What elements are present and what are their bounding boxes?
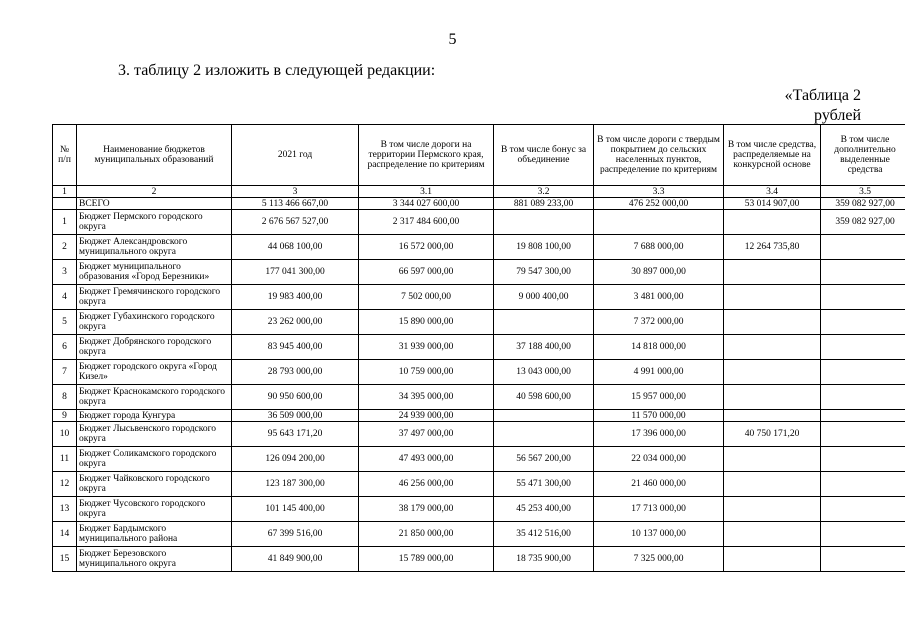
value-3-4 xyxy=(724,360,821,385)
row-name: Бюджет муниципального образования «Город Березники» xyxy=(77,260,232,285)
row-num: 6 xyxy=(53,335,77,360)
row-num: 5 xyxy=(53,310,77,335)
row-num: 2 xyxy=(53,235,77,260)
value-2021: 23 262 000,00 xyxy=(232,310,359,335)
value-3-3: 3 481 000,00 xyxy=(594,285,724,310)
value-3-2: 55 471 300,00 xyxy=(494,472,594,497)
value-3-4 xyxy=(724,447,821,472)
row-name: Бюджет Гремячинского городского округа xyxy=(77,285,232,310)
header-row xyxy=(53,125,905,186)
value-3-3: 17 713 000,00 xyxy=(594,497,724,522)
value-2021: 41 849 900,00 xyxy=(232,547,359,572)
value-3-3: 22 034 000,00 xyxy=(594,447,724,472)
colnum-3-1: 3.1 xyxy=(359,186,494,198)
value-3-3: 11 570 000,00 xyxy=(594,410,724,422)
value-2021: 5 113 466 667,00 xyxy=(232,198,359,210)
value-3-1: 15 789 000,00 xyxy=(359,547,494,572)
value-2021: 36 509 000,00 xyxy=(232,410,359,422)
table-row xyxy=(53,210,905,235)
header-3-3: В том числе дороги с твердым покрытием до сельских населенных пунктов, распределение по критериям xyxy=(594,125,724,186)
row-num: 15 xyxy=(53,547,77,572)
value-3-4: 12 264 735,80 xyxy=(724,235,821,260)
row-name: Бюджет Александровского муниципального округа xyxy=(77,235,232,260)
value-3-4 xyxy=(724,497,821,522)
value-3-1: 47 493 000,00 xyxy=(359,447,494,472)
value-3-3: 7 325 000,00 xyxy=(594,547,724,572)
value-2021: 19 983 400,00 xyxy=(232,285,359,310)
value-2021: 126 094 200,00 xyxy=(232,447,359,472)
value-3-5 xyxy=(821,360,905,385)
row-name: Бюджет Лысьвенского городского округа xyxy=(77,422,232,447)
table-row xyxy=(53,385,905,410)
value-3-5: 359 082 927,00 xyxy=(821,198,905,210)
table-row xyxy=(53,547,905,572)
value-3-3: 14 818 000,00 xyxy=(594,335,724,360)
table-row xyxy=(53,260,905,285)
value-2021: 67 399 516,00 xyxy=(232,522,359,547)
value-3-3: 21 460 000,00 xyxy=(594,472,724,497)
value-3-3: 17 396 000,00 xyxy=(594,422,724,447)
value-3-5 xyxy=(821,447,905,472)
colnum-3: 3 xyxy=(232,186,359,198)
value-3-4 xyxy=(724,285,821,310)
row-name: Бюджет Пермского городского округа xyxy=(77,210,232,235)
row-num: 3 xyxy=(53,260,77,285)
value-3-2: 37 188 400,00 xyxy=(494,335,594,360)
table-row xyxy=(53,497,905,522)
value-2021: 83 945 400,00 xyxy=(232,335,359,360)
table-row xyxy=(53,360,905,385)
table-row xyxy=(53,447,905,472)
row-name: Бюджет Краснокамского городского округа xyxy=(77,385,232,410)
row-num: 8 xyxy=(53,385,77,410)
value-2021: 123 187 300,00 xyxy=(232,472,359,497)
value-3-5 xyxy=(821,547,905,572)
value-3-2: 35 412 516,00 xyxy=(494,522,594,547)
value-3-3: 30 897 000,00 xyxy=(594,260,724,285)
row-name: Бюджет Чусовского городского округа xyxy=(77,497,232,522)
row-num: 11 xyxy=(53,447,77,472)
value-3-4: 40 750 171,20 xyxy=(724,422,821,447)
value-3-1: 21 850 000,00 xyxy=(359,522,494,547)
value-3-5: 359 082 927,00 xyxy=(821,210,905,235)
value-3-2: 45 253 400,00 xyxy=(494,497,594,522)
value-3-2 xyxy=(494,422,594,447)
table-row xyxy=(53,422,905,447)
value-3-4 xyxy=(724,260,821,285)
value-2021: 90 950 600,00 xyxy=(232,385,359,410)
value-3-4: 53 014 907,00 xyxy=(724,198,821,210)
value-3-1: 38 179 000,00 xyxy=(359,497,494,522)
value-3-2: 79 547 300,00 xyxy=(494,260,594,285)
row-num: 10 xyxy=(53,422,77,447)
value-3-3: 4 991 000,00 xyxy=(594,360,724,385)
value-3-2 xyxy=(494,410,594,422)
value-3-1: 16 572 000,00 xyxy=(359,235,494,260)
value-2021: 44 068 100,00 xyxy=(232,235,359,260)
page-number: 5 xyxy=(448,31,457,48)
header-2021: 2021 год xyxy=(232,125,359,186)
value-3-5 xyxy=(821,310,905,335)
header-3-2: В том числе бонус за объединение xyxy=(494,125,594,186)
table-row xyxy=(53,472,905,497)
value-3-2: 881 089 233,00 xyxy=(494,198,594,210)
value-3-1: 34 395 000,00 xyxy=(359,385,494,410)
table-row xyxy=(53,310,905,335)
value-3-5 xyxy=(821,472,905,497)
value-3-2 xyxy=(494,210,594,235)
row-num: 13 xyxy=(53,497,77,522)
value-3-3: 7 372 000,00 xyxy=(594,310,724,335)
value-3-2 xyxy=(494,310,594,335)
table-row xyxy=(53,235,905,260)
value-3-2: 56 567 200,00 xyxy=(494,447,594,472)
row-name: Бюджет Соликамского городского округа xyxy=(77,447,232,472)
row-num: 4 xyxy=(53,285,77,310)
value-2021: 177 041 300,00 xyxy=(232,260,359,285)
value-3-5 xyxy=(821,422,905,447)
value-3-4 xyxy=(724,547,821,572)
row-name: Бюджет Бардымского муниципального района xyxy=(77,522,232,547)
colnum-3-2: 3.2 xyxy=(494,186,594,198)
value-3-1: 2 317 484 600,00 xyxy=(359,210,494,235)
value-3-2: 9 000 400,00 xyxy=(494,285,594,310)
value-2021: 28 793 000,00 xyxy=(232,360,359,385)
table-row xyxy=(53,410,905,422)
value-3-3: 15 957 000,00 xyxy=(594,385,724,410)
value-3-4 xyxy=(724,310,821,335)
value-3-5 xyxy=(821,235,905,260)
row-name: Бюджет Березовского муниципального округа xyxy=(77,547,232,572)
row-name: Бюджет Чайковского городского округа xyxy=(77,472,232,497)
colnum-1: 1 xyxy=(53,186,77,198)
value-3-2: 18 735 900,00 xyxy=(494,547,594,572)
row-name: Бюджет Добрянского городского округа xyxy=(77,335,232,360)
table-row xyxy=(53,285,905,310)
value-3-5 xyxy=(821,260,905,285)
row-num: 12 xyxy=(53,472,77,497)
budget-table xyxy=(52,124,905,572)
header-3-4: В том числе средства, распределяемые на конкурсной основе xyxy=(724,125,821,186)
header-3-1: В том числе дороги на территории Пермского края, распределение по критериям xyxy=(359,125,494,186)
row-name: ВСЕГО xyxy=(77,198,232,210)
value-3-1: 31 939 000,00 xyxy=(359,335,494,360)
instruction-text: 3. таблицу 2 изложить в следующей редакции: xyxy=(118,62,436,79)
value-2021: 2 676 567 527,00 xyxy=(232,210,359,235)
colnum-3-3: 3.3 xyxy=(594,186,724,198)
value-3-4 xyxy=(724,335,821,360)
value-3-5 xyxy=(821,335,905,360)
units-label: рублей xyxy=(814,107,861,124)
header-num: № п/п xyxy=(53,125,77,186)
header-3-5: В том числе дополнительно выделенные средства xyxy=(821,125,905,186)
value-3-1: 10 759 000,00 xyxy=(359,360,494,385)
value-3-5 xyxy=(821,497,905,522)
header-name: Наименование бюджетов муниципальных образований xyxy=(77,125,232,186)
table-label: «Таблица 2 xyxy=(784,87,861,104)
total-row xyxy=(53,198,905,210)
value-3-4 xyxy=(724,472,821,497)
colnum-3-4: 3.4 xyxy=(724,186,821,198)
row-num: 7 xyxy=(53,360,77,385)
row-num: 9 xyxy=(53,410,77,422)
value-3-1: 46 256 000,00 xyxy=(359,472,494,497)
colnum-2: 2 xyxy=(77,186,232,198)
value-2021: 101 145 400,00 xyxy=(232,497,359,522)
table-row xyxy=(53,522,905,547)
value-3-1: 24 939 000,00 xyxy=(359,410,494,422)
row-name: Бюджет городского округа «Город Кизел» xyxy=(77,360,232,385)
row-num: 1 xyxy=(53,210,77,235)
value-3-2: 13 043 000,00 xyxy=(494,360,594,385)
value-3-2: 40 598 600,00 xyxy=(494,385,594,410)
value-3-3: 10 137 000,00 xyxy=(594,522,724,547)
value-2021: 95 643 171,20 xyxy=(232,422,359,447)
colnum-3-5: 3.5 xyxy=(821,186,905,198)
value-3-4 xyxy=(724,522,821,547)
row-num: 14 xyxy=(53,522,77,547)
value-3-1: 66 597 000,00 xyxy=(359,260,494,285)
value-3-1: 37 497 000,00 xyxy=(359,422,494,447)
value-3-5 xyxy=(821,285,905,310)
value-3-5 xyxy=(821,385,905,410)
value-3-4 xyxy=(724,410,821,422)
value-3-5 xyxy=(821,410,905,422)
value-3-3 xyxy=(594,210,724,235)
value-3-1: 3 344 027 600,00 xyxy=(359,198,494,210)
value-3-1: 15 890 000,00 xyxy=(359,310,494,335)
value-3-3: 7 688 000,00 xyxy=(594,235,724,260)
row-num xyxy=(53,198,77,210)
row-name: Бюджет Губахинского городского округа xyxy=(77,310,232,335)
table-row xyxy=(53,335,905,360)
value-3-3: 476 252 000,00 xyxy=(594,198,724,210)
value-3-1: 7 502 000,00 xyxy=(359,285,494,310)
value-3-4 xyxy=(724,210,821,235)
value-3-2: 19 808 100,00 xyxy=(494,235,594,260)
value-3-5 xyxy=(821,522,905,547)
value-3-4 xyxy=(724,385,821,410)
row-name: Бюджет города Кунгура xyxy=(77,410,232,422)
column-number-row xyxy=(53,186,905,198)
